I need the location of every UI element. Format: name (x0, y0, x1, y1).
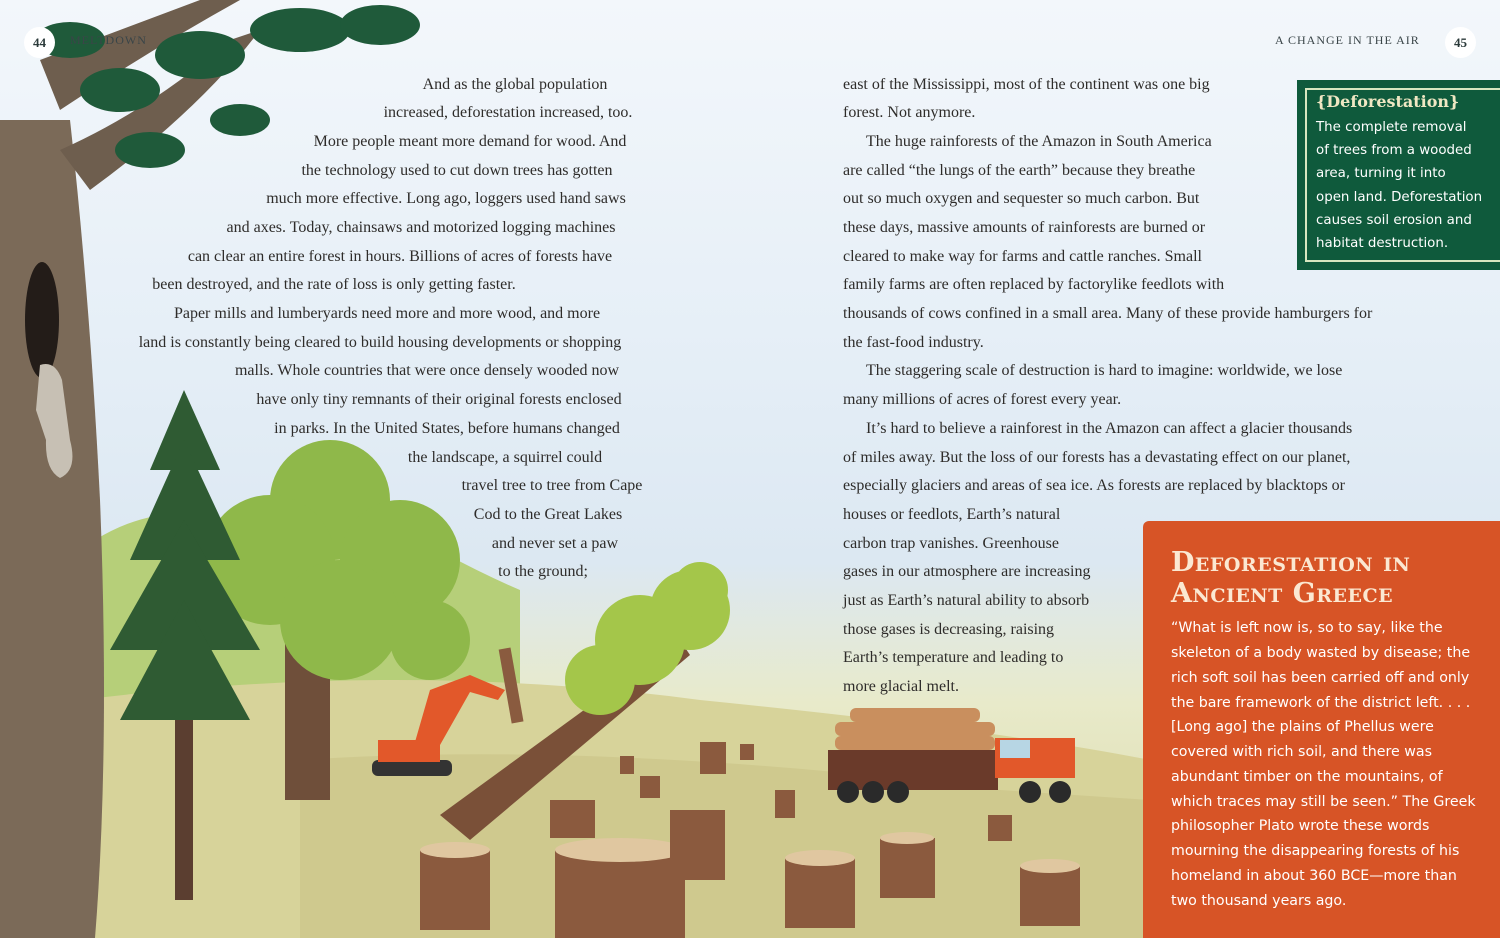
body-line: thousands of cows confined in a small area. Many of these provide hamburgers for (843, 305, 1373, 322)
body-line: and never set a paw (491, 535, 619, 552)
falling-tree-canopy (565, 562, 730, 715)
definition-line: open land. Deforestation (1316, 190, 1483, 205)
body-line: the fast-food industry. (843, 334, 984, 351)
body-line: increased, deforestation increased, too. (383, 104, 633, 121)
definition-line: of trees from a wooded (1316, 143, 1472, 158)
left-running-head: MELTDOWN (70, 33, 147, 47)
body-line: land is constantly being cleared to build housing developments or shopping (138, 334, 622, 351)
sidebar-line: “What is left now is, so to say, like the (1171, 620, 1443, 636)
body-line: carbon trap vanishes. Greenhouse (843, 535, 1059, 552)
logging-truck (828, 708, 1075, 803)
body-line: are called “the lungs of the earth” because they breathe (843, 162, 1196, 179)
sidebar-title: Deforestation in (1171, 547, 1411, 578)
body-line: just as Earth’s natural ability to absorb (843, 592, 1090, 609)
body-line: gases in our atmosphere are increasing (843, 563, 1091, 580)
sidebar-line: the bare framework of the district left. . . . (1171, 695, 1471, 711)
body-line: those gases is decreasing, raising (843, 621, 1055, 638)
body-line: and axes. Today, chainsaws and motorized logging machines (226, 219, 616, 236)
body-line: And as the global population (422, 76, 608, 93)
body-line: in parks. In the United States, before humans changed (274, 420, 620, 437)
body-line: travel tree to tree from Cape (461, 477, 643, 494)
body-line: many millions of acres of forest every year. (843, 391, 1122, 408)
definition-line: area, turning it into (1316, 166, 1446, 181)
sidebar-line: mourning the disappearing forests of his (1171, 843, 1460, 859)
body-line: Cod to the Great Lakes (473, 506, 623, 523)
sidebar-line: homeland in about 360 BCE—more than (1171, 868, 1457, 884)
body-line: of miles away. But the loss of our forests has a devastating effect on our planet, (843, 449, 1351, 466)
sidebar-line: which traces may still be seen.” The Greek (1171, 794, 1476, 810)
body-line: The staggering scale of destruction is hard to imagine: worldwide, we lose (866, 362, 1343, 379)
body-line: Earth’s temperature and leading to (843, 649, 1064, 666)
definition-title: {Deforestation} (1316, 92, 1460, 111)
body-line: cleared to make way for farms and cattle ranches. Small (843, 248, 1202, 265)
left-page-number: 44 (24, 27, 55, 58)
sidebar-title: Ancient Greece (1171, 578, 1394, 609)
body-line: have only tiny remnants of their original forests enclosed (256, 391, 622, 408)
body-line: the technology used to cut down trees has gotten (301, 162, 613, 179)
body-line: out so much oxygen and sequester so much carbon. But (843, 190, 1200, 207)
sidebar-line: [Long ago] the plains of Phellus were (1171, 719, 1434, 735)
body-line: east of the Mississippi, most of the continent was one big (843, 76, 1210, 93)
body-line: family farms are often replaced by factorylike feedlots with (843, 276, 1225, 293)
tree-hollow (25, 262, 59, 378)
body-line: these days, massive amounts of rainforests are burned or (843, 219, 1206, 236)
body-line: more glacial melt. (843, 678, 959, 695)
body-line: been destroyed, and the rate of loss is only getting faster. (152, 276, 516, 293)
big-tree-trunk (0, 120, 104, 938)
sidebar-line: rich soft soil has been carried off and only (1171, 670, 1470, 686)
body-line: More people meant more demand for wood. And (313, 133, 627, 150)
body-line: to the ground; (498, 563, 588, 580)
body-line: the landscape, a squirrel could (407, 449, 603, 466)
sidebar-line: abundant timber on the mountains, of (1171, 769, 1443, 785)
sidebar-line: two thousand years ago. (1171, 893, 1347, 909)
sidebar-line: skeleton of a body wasted by disease; the (1171, 645, 1471, 661)
body-line: The huge rainforests of the Amazon in South America (866, 133, 1212, 150)
body-line: It’s hard to believe a rainforest in the Amazon can affect a glacier thousands (866, 420, 1353, 437)
sidebar-line: philosopher Plato wrote these words (1171, 818, 1430, 834)
definition-line: The complete removal (1316, 120, 1467, 135)
definition-line: habitat destruction. (1316, 236, 1449, 251)
body-line: houses or feedlots, Earth’s natural (843, 506, 1061, 523)
body-line: much more effective. Long ago, loggers used hand saws (266, 190, 626, 207)
right-running-head: A CHANGE IN THE AIR (1275, 33, 1420, 47)
definition-line: causes soil erosion and (1316, 213, 1472, 228)
body-line: especially glaciers and areas of sea ice. As forests are replaced by blacktops or (843, 477, 1345, 494)
body-line: Paper mills and lumberyards need more and more wood, and more (173, 305, 601, 322)
body-line: forest. Not anymore. (843, 104, 976, 121)
sidebar-line: covered with rich soil, and there was (1171, 744, 1432, 760)
body-line: malls. Whole countries that were once densely wooded now (234, 362, 620, 379)
body-line: can clear an entire forest in hours. Billions of acres of forests have (187, 248, 613, 265)
right-page-number: 45 (1445, 27, 1476, 58)
